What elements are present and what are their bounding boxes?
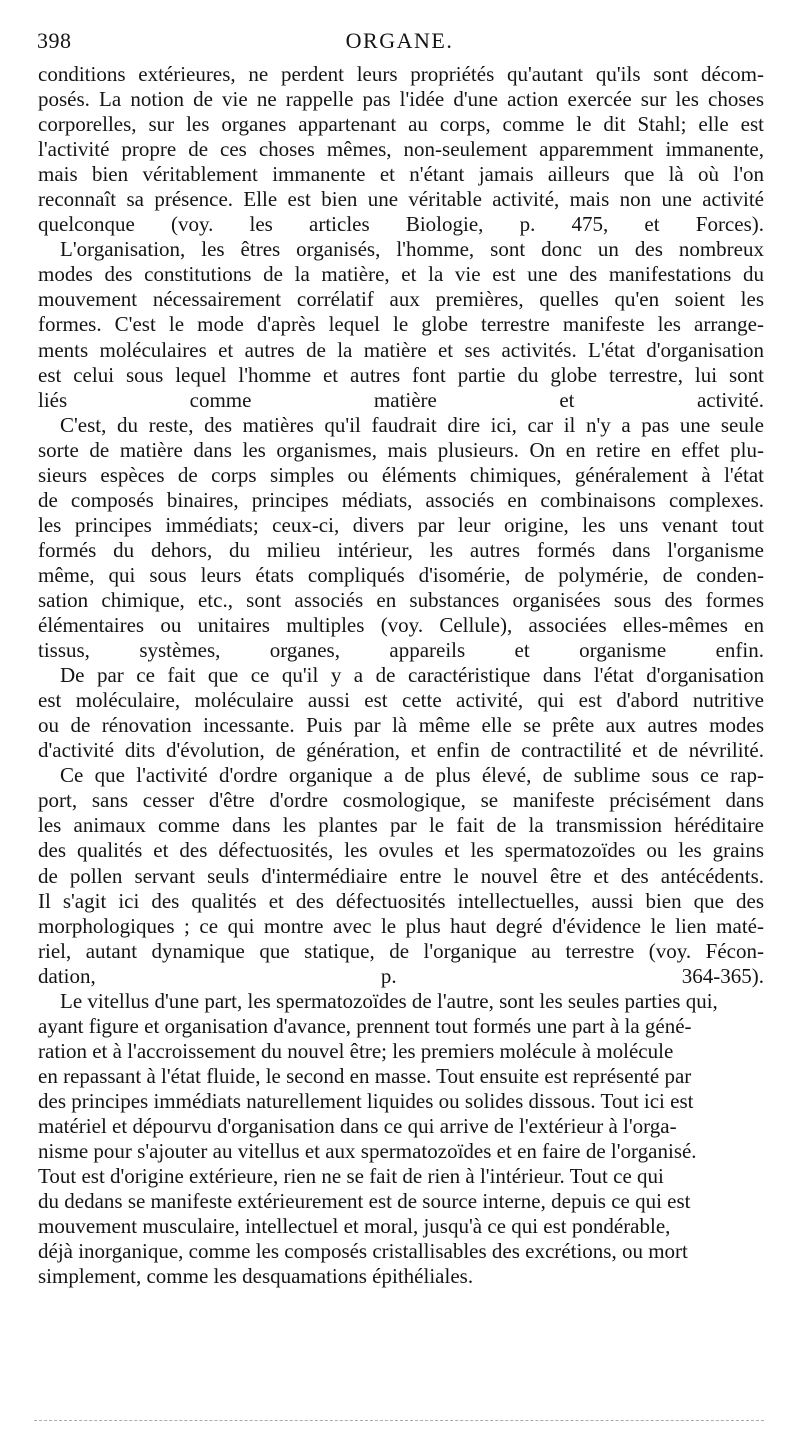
text-line: sorte de matière dans les organismes, mais plusieurs. On en retire en effet plu- xyxy=(38,437,764,462)
text-line: conditions extérieures, ne perdent leurs propriétés qu'autant qu'ils sont décom- xyxy=(38,62,764,86)
body-text xyxy=(38,62,764,1289)
text-line: ration et à l'accroissement du nouvel être; les premiers molécule à molécule xyxy=(38,1038,674,1063)
text-line: l'activité propre de ces choses mêmes, non-seulement apparemment immanente, xyxy=(38,137,764,162)
text-line: des principes immédiats naturellement liquides ou solides dissous. Tout ici est xyxy=(38,1088,694,1113)
text-line: formés du dehors, du milieu intérieur, les autres formés dans l'organisme xyxy=(38,537,764,562)
paragraph xyxy=(38,62,764,237)
text-line: quelconque (voy. les articles Biologie, p. 475, et Forces). xyxy=(38,212,764,237)
paragraph xyxy=(38,989,764,1290)
text-line: Il s'agit ici des qualités et des défectuosités intellectuelles, aussi bien que des xyxy=(38,888,764,913)
text-line: mouvement musculaire, intellectuel et moral, jusqu'à ce qui est pondérable, xyxy=(38,1214,671,1239)
text-line: ou de rénovation incessante. Puis par là même elle se prête aux autres modes xyxy=(38,713,764,738)
text-line: tissus, systèmes, organes, appareils et organisme enfin. xyxy=(38,638,764,663)
text-line: formes. C'est le mode d'après lequel le globe terrestre manifeste les arrange- xyxy=(38,312,764,337)
text-line: L'organisation, les êtres organisés, l'homme, sont donc un des nombreux xyxy=(60,237,764,262)
paragraph xyxy=(38,413,764,663)
text-line: corporelles, sur les organes appartenant au corps, comme le dit Stahl; elle est xyxy=(38,112,764,137)
paragraph xyxy=(38,763,764,988)
text-line: C'est, du reste, des matières qu'il faudrait dire ici, car il n'y a pas une seule xyxy=(60,412,764,437)
text-line: est moléculaire, moléculaire aussi est cette activité, qui est d'abord nutritive xyxy=(38,688,764,713)
text-line: dation, p. 364-365). xyxy=(38,963,764,988)
text-line: reconnaît sa présence. Elle est bien une véritable activité, mais non une activité xyxy=(38,187,764,212)
paragraph xyxy=(38,663,764,763)
text-line: Le vitellus d'une part, les spermatozoïdes de l'autre, sont les seules parties qui, xyxy=(60,988,718,1013)
text-line: port, sans cesser d'être d'ordre cosmologique, se manifeste précisément dans xyxy=(38,788,764,813)
text-line: morphologiques ; ce qui montre avec le plus haut degré d'évidence le lien maté- xyxy=(38,913,764,938)
text-line: Ce que l'activité d'ordre organique a de plus élevé, de sublime sous ce rap- xyxy=(60,763,764,788)
text-line: est celui sous lequel l'homme et autres font partie du globe terrestre, lui sont xyxy=(38,362,764,387)
text-line: Tout est d'origine extérieure, rien ne se fait de rien à l'intérieur. Tout ce qui xyxy=(38,1164,664,1189)
text-line: matériel et dépourvu d'organisation dans ce qui arrive de l'extérieur à l'orga- xyxy=(38,1113,677,1138)
text-line: posés. La notion de vie ne rappelle pas l'idée d'une action exercée sur les choses xyxy=(38,87,764,112)
text-line: ments moléculaires et autres de la matière et ses activités. L'état d'organisation xyxy=(38,337,764,362)
text-line: ayant figure et organisation d'avance, prennent tout formés une part à la géné- xyxy=(38,1013,692,1038)
bottom-divider xyxy=(34,1420,764,1421)
running-title: ORGANE. xyxy=(345,28,454,53)
text-line: de pollen servant seuls d'intermédiaire entre le nouvel être et des antécédents. xyxy=(38,863,764,888)
page-number: 398 xyxy=(37,28,72,53)
text-line: de composés binaires, principes médiats, associés en combinaisons complexes. xyxy=(38,487,764,512)
text-line: sieurs espèces de corps simples ou éléments chimiques, généralement à l'état xyxy=(38,462,764,487)
text-line: en repassant à l'état fluide, le second en masse. Tout ensuite est représenté par xyxy=(38,1063,692,1088)
text-line: mouvement nécessairement corrélatif aux premières, quelles qu'en soient les xyxy=(38,287,764,312)
text-line: nisme pour s'ajouter au vitellus et aux spermatozoïdes et en faire de l'organisé. xyxy=(38,1139,697,1164)
text-line: d'activité dits d'évolution, de génération, et enfin de contractilité et de névrilité. xyxy=(38,738,764,763)
text-line: même, qui sous leurs états compliqués d'isomérie, de polymérie, de conden- xyxy=(38,562,764,587)
text-line: De par ce fait que ce qu'il y a de caractéristique dans l'état d'organisation xyxy=(60,663,764,688)
text-line: les principes immédiats; ceux-ci, divers par leur origine, les uns venant tout xyxy=(38,512,764,537)
text-line: les animaux comme dans les plantes par le fait de la transmission héréditaire xyxy=(38,813,764,838)
text-line: mais bien véritablement immanente et n'étant jamais ailleurs que là où l'on xyxy=(38,162,764,187)
text-line: déjà inorganique, comme les composés cristallisables des excrétions, ou mort xyxy=(38,1239,688,1264)
text-line: modes des constitutions de la matière, et la vie est une des manifestations du xyxy=(38,262,764,287)
text-line: riel, autant dynamique que statique, de l'organique au terrestre (voy. Fécon- xyxy=(38,938,764,963)
text-line: sation chimique, etc., sont associés en substances organisées sous des formes xyxy=(38,587,764,612)
text-line: du dedans se manifeste extérieurement est de source interne, depuis ce qui est xyxy=(38,1189,691,1214)
text-line: des qualités et des défectuosités, les ovules et les spermatozoïdes ou les grains xyxy=(38,838,764,863)
paragraph xyxy=(38,237,764,412)
running-head xyxy=(37,28,762,58)
text-line: liés comme matière et activité. xyxy=(38,387,764,412)
text-line: simplement, comme les desquamations épithéliales. xyxy=(38,1264,474,1289)
text-line: élémentaires ou unitaires multiples (voy. Cellule), associées elles-mêmes en xyxy=(38,613,764,638)
